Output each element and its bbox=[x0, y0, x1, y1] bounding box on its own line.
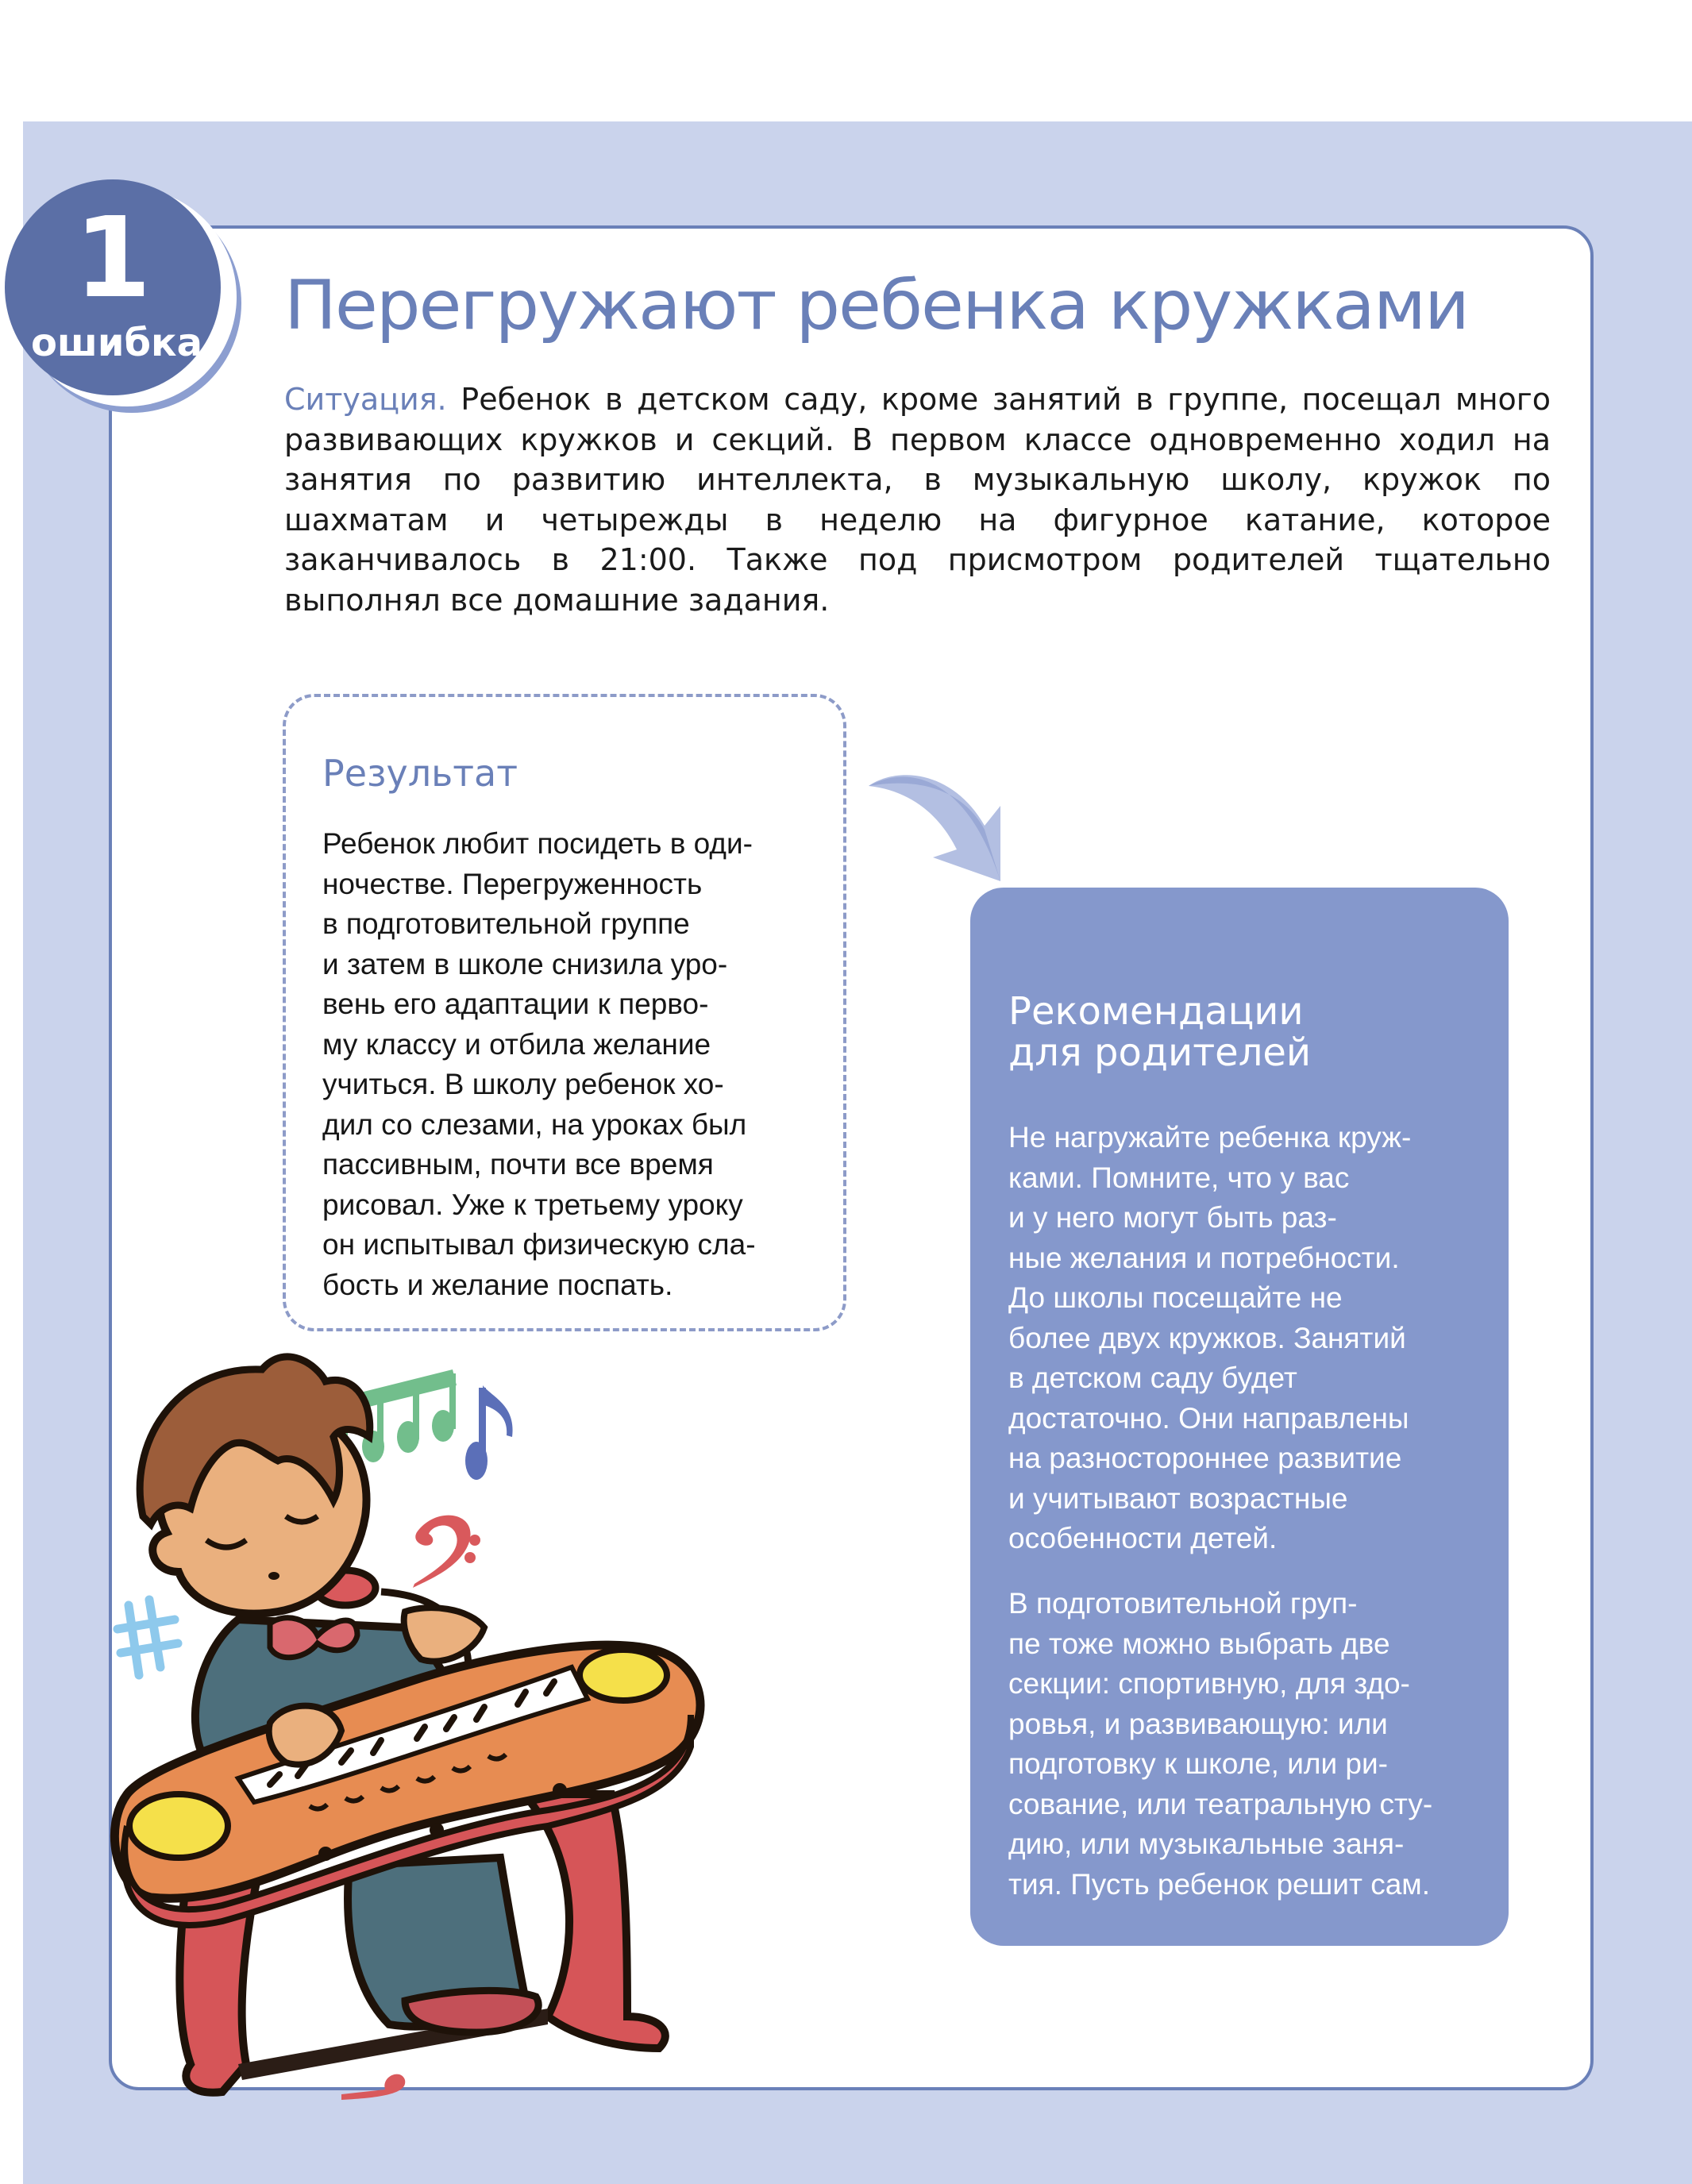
rec-line: секции: спортивную, для здо- bbox=[1008, 1667, 1410, 1700]
curved-arrow-icon bbox=[865, 750, 1024, 885]
boy-playing-keyboard-illustration bbox=[103, 1350, 858, 2144]
recommendations-title bbox=[1008, 991, 1311, 1073]
result-line: дил со слезами, на уроках был bbox=[322, 1107, 747, 1141]
result-line: рисовал. Уже к третьему уроку bbox=[322, 1188, 743, 1221]
result-text bbox=[322, 824, 815, 1305]
situation-text: Ребенок в детском саду, кроме занятий в группе, посещал много развивающих кружков и секций. В первом классе одновременно ходил на занятия по развитию интеллекта, в музыкальную школу, кружок по шахматам и четырежды в неделю на фигурное катание, которое заканчивалось в 21:00. Также под присмотром родителей тщательно выполнял все домашние задания. bbox=[284, 382, 1551, 618]
eighth-note-icon bbox=[465, 1385, 513, 1480]
rec-line: пе тоже можно выбрать две bbox=[1008, 1627, 1390, 1660]
page-title: Перегружают ребенка кружками bbox=[284, 266, 1468, 345]
result-line: ночестве. Перегруженность bbox=[322, 867, 703, 900]
rec-line: дию, или музыкальные заня- bbox=[1008, 1828, 1405, 1860]
result-line: бость и желание поспать. bbox=[322, 1268, 673, 1301]
recommendations-paragraph-2 bbox=[1008, 1584, 1493, 1905]
recommendations-title-line: для родителей bbox=[1008, 1030, 1312, 1075]
rec-line: достаточно. Они направлены bbox=[1008, 1401, 1409, 1435]
rec-line: в детском саду будет bbox=[1008, 1362, 1297, 1394]
result-line: учиться. В школу ребенок хо- bbox=[322, 1068, 724, 1100]
situation-lead: Ситуация. bbox=[284, 382, 447, 417]
bass-clef-icon bbox=[413, 1516, 480, 1588]
rec-line: тия. Пусть ребенок решит сам. bbox=[1008, 1867, 1430, 1901]
situation-paragraph bbox=[284, 379, 1551, 620]
result-line: му классу и отбила желание bbox=[322, 1027, 711, 1061]
rec-line: ками. Помните, что у вас bbox=[1008, 1161, 1350, 1194]
rec-line: Не нагружайте ребенка круж- bbox=[1008, 1121, 1412, 1154]
rec-line: В подготовительной груп- bbox=[1008, 1587, 1358, 1620]
result-line: в подготовительной группе bbox=[322, 907, 690, 940]
mistake-number-badge bbox=[5, 179, 221, 395]
result-line: он испытывал физическую сла- bbox=[322, 1228, 756, 1261]
rec-line: на разностороннее развитие bbox=[1008, 1442, 1402, 1474]
badge-label: ошибка bbox=[30, 321, 203, 365]
badge-number: 1 bbox=[74, 194, 152, 323]
result-box bbox=[283, 694, 846, 1331]
rec-line: До школы посещайте не bbox=[1008, 1281, 1343, 1314]
rec-line: ные желания и потребности. bbox=[1008, 1241, 1400, 1274]
result-line: вень его адаптации к перво- bbox=[322, 988, 709, 1020]
rest-icon bbox=[341, 2074, 405, 2100]
rec-line: и у него могут быть раз- bbox=[1008, 1201, 1337, 1234]
recommendations-title-line: Рекомендации bbox=[1008, 989, 1304, 1034]
sharp-sign-icon bbox=[118, 1600, 178, 1675]
recommendations-paragraph-1 bbox=[1008, 1118, 1493, 1559]
rec-line: подготовку к школе, или ри- bbox=[1008, 1747, 1389, 1780]
result-title: Результат bbox=[322, 752, 518, 795]
rec-line: и учитывают возрастные bbox=[1008, 1481, 1348, 1515]
rec-line: ровья, и развивающую: или bbox=[1008, 1707, 1388, 1740]
rec-line: более двух кружков. Занятий bbox=[1008, 1321, 1406, 1354]
recommendations-box bbox=[970, 888, 1509, 1946]
rec-line: особенности детей. bbox=[1008, 1522, 1278, 1554]
rec-line: сование, или театральную сту- bbox=[1008, 1787, 1433, 1820]
result-line: пассивным, почти все время bbox=[322, 1148, 714, 1181]
result-line: и затем в школе снизила уро- bbox=[322, 947, 728, 980]
result-line: Ребенок любит посидеть в оди- bbox=[322, 827, 753, 860]
